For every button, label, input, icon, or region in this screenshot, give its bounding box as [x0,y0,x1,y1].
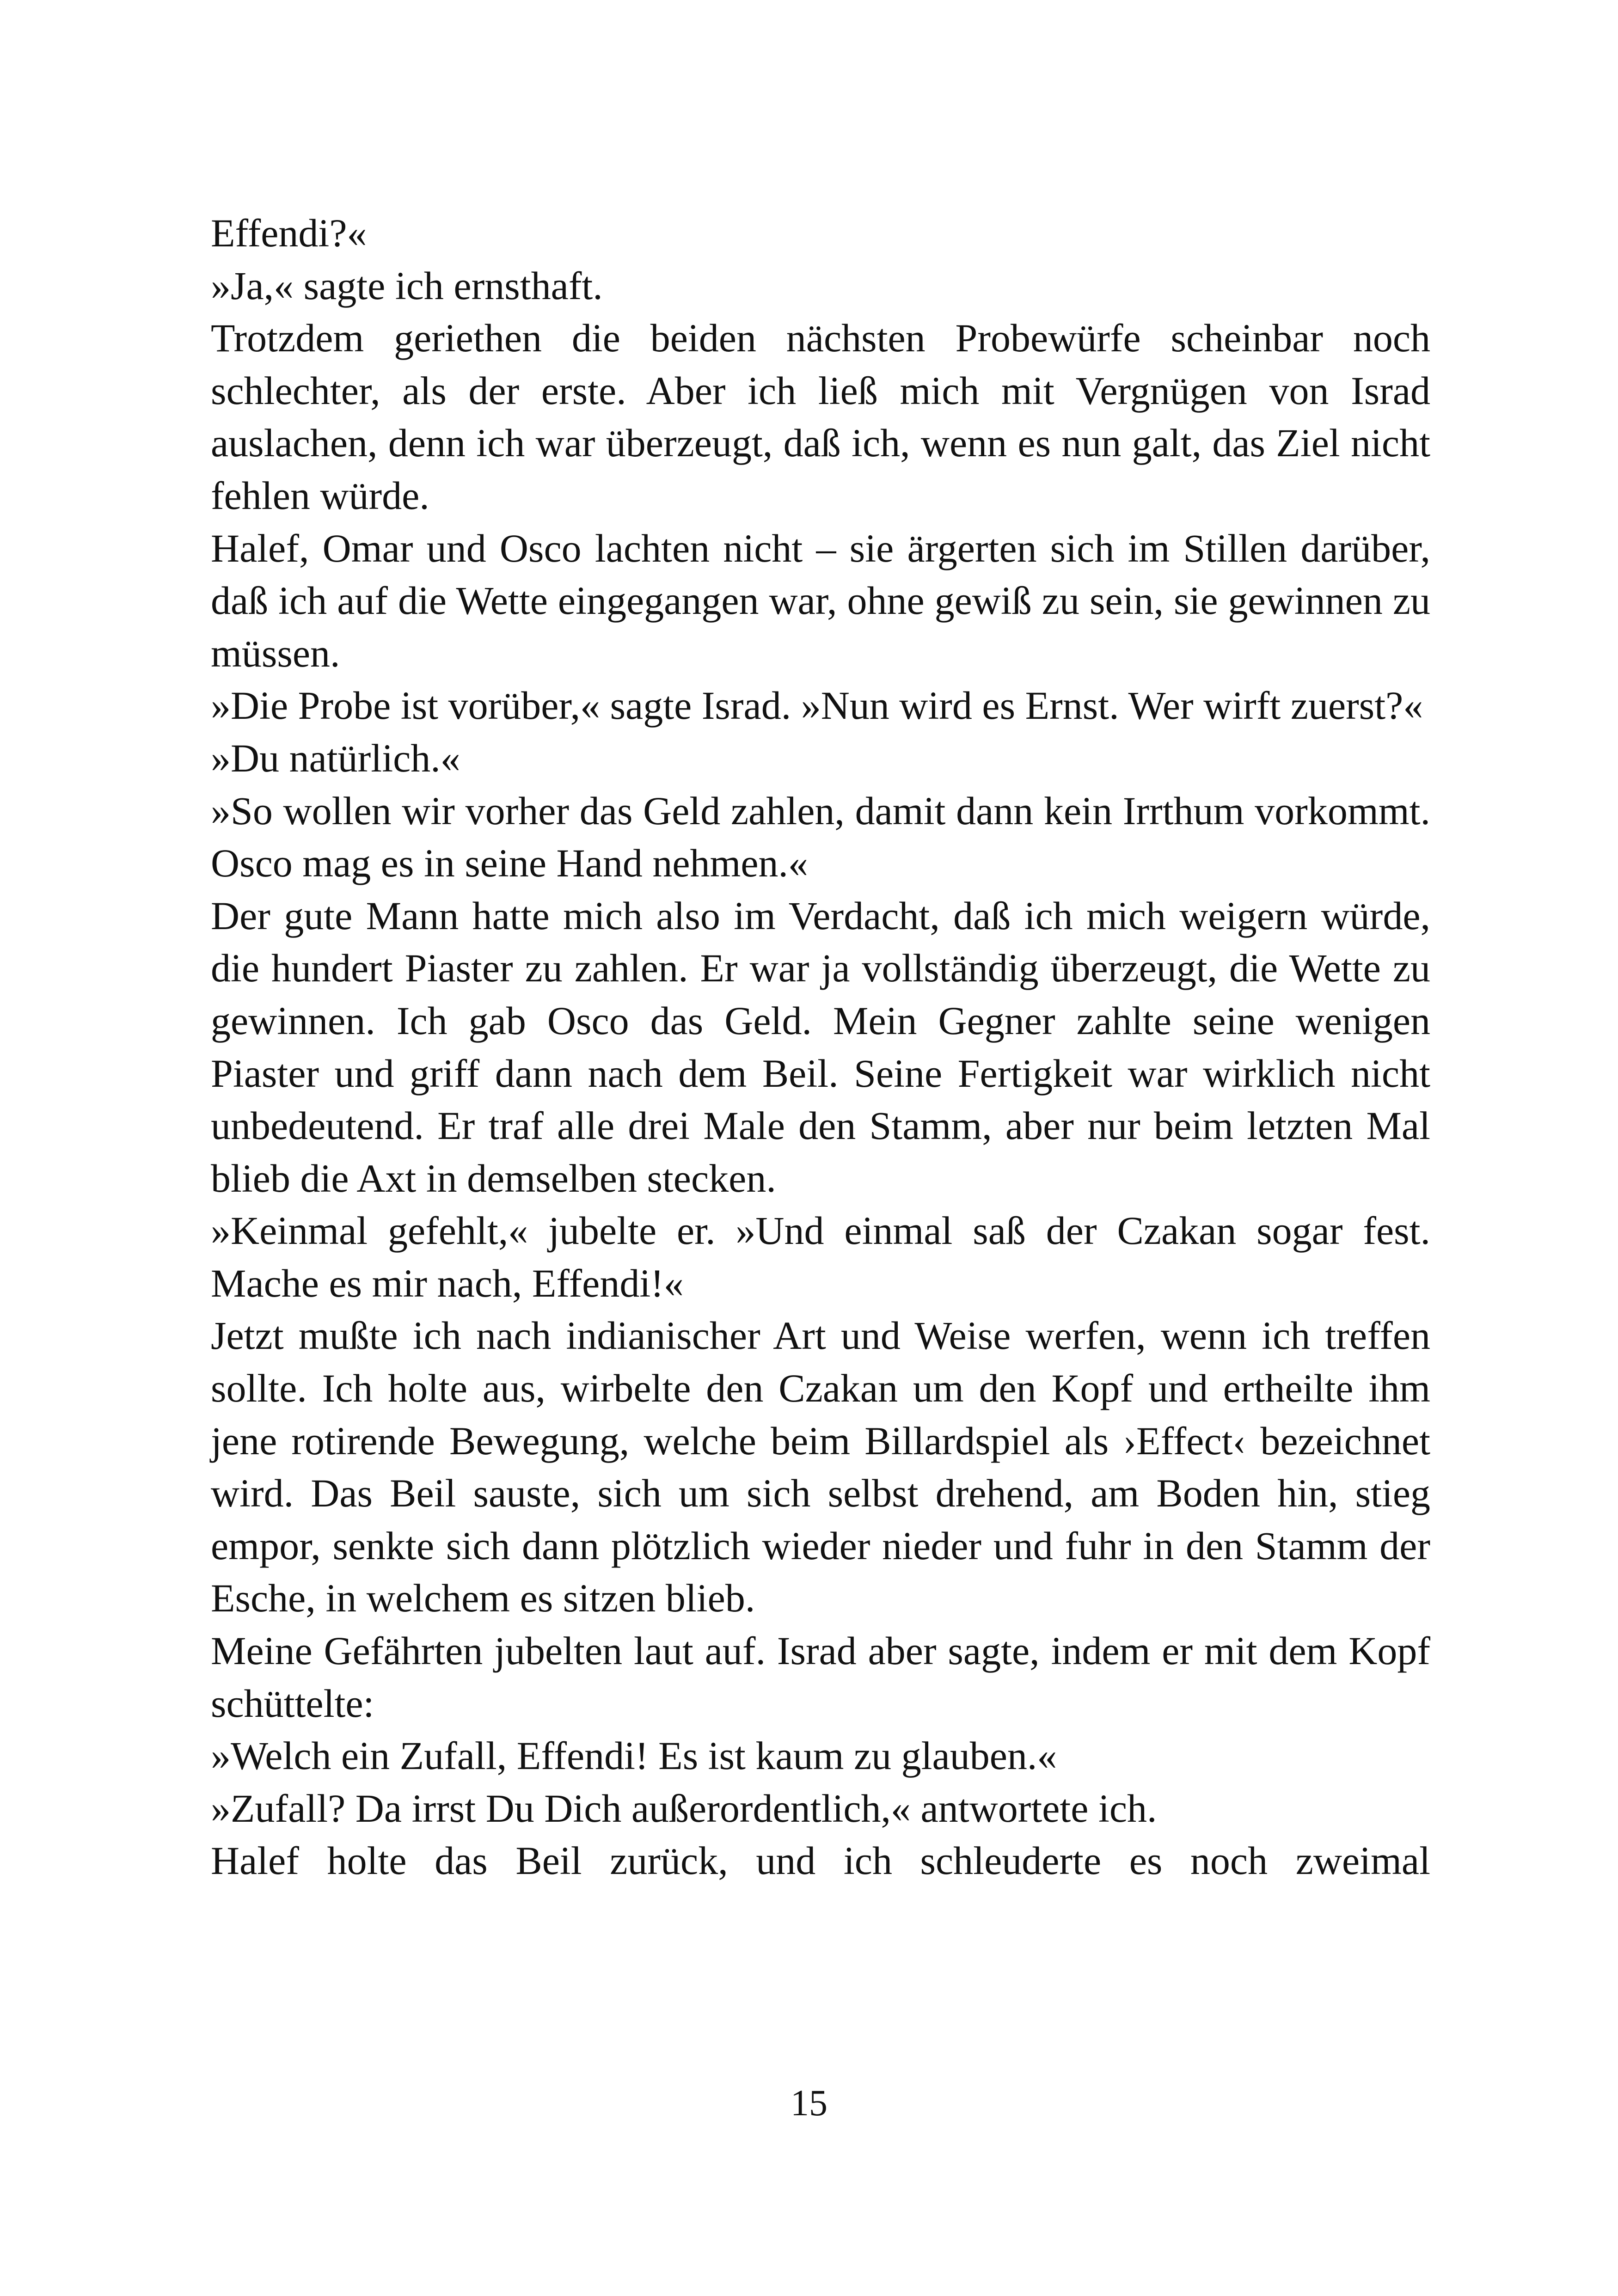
paragraph: Jetzt mußte ich nach indianischer Art und Weise werfen, wenn ich treffen sollte. Ich holte aus, wirbelte den Czakan um den Kopf und ertheilte ihm jene rotirende Bewegung, welche beim Billardspiel als ›Effect‹ bezeichnet wird. Das Beil sauste, sich um sich selbst drehend, am Boden hin, stieg empor, senkte sich dann plötzlich wieder nieder und fuhr in den Stamm der Esche, in welchem es sitzen blieb. [211,1313,1430,1621]
paragraph: Trotzdem geriethen die beiden nächsten Probewürfe scheinbar noch schlechter, als der erste. Aber ich ließ mich mit Vergnügen von Israd auslachen, denn ich war überzeugt, daß ich, wenn es nun galt, das Ziel nicht fehlen würde. [211,316,1430,518]
body-text [211,207,1430,1887]
page-number: 15 [791,2083,827,2124]
paragraph: Effendi?« [211,211,367,255]
paragraph: Der gute Mann hatte mich also im Verdacht, daß ich mich weigern würde, die hundert Piaster zu zahlen. Er war ja vollständig überzeugt, die Wette zu gewinnen. Ich gab Osco das Geld. Mein Gegner zahlte seine wenigen Piaster und griff dann nach dem Beil. Seine Fertigkeit war wirklich nicht unbedeutend. Er traf alle drei Male den Stamm, aber nur beim letzten Mal blieb die Axt in demselben stecken. [211,893,1430,1200]
paragraph: »Welch ein Zufall, Effendi! Es ist kaum zu glauben.« [211,1733,1057,1778]
paragraph: »Keinmal gefehlt,« jubelte er. »Und einmal saß der Czakan sogar fest. Mache es mir nach, Effendi!« [211,1208,1430,1305]
paragraph: »Die Probe ist vorüber,« sagte Israd. »Nun wird es Ernst. Wer wirft zuerst?« [211,683,1423,728]
paragraph: »Du natürlich.« [211,735,460,780]
paragraph: Halef holte das Beil zurück, und ich schleuderte es noch zweimal [211,1838,1430,1883]
paragraph: Meine Gefährten jubelten laut auf. Israd aber sagte, indem er mit dem Kopf schüttelte: [211,1629,1430,1726]
paragraph: »So wollen wir vorher das Geld zahlen, damit dann kein Irrthum vorkommt. Osco mag es in seine Hand nehmen.« [211,788,1430,886]
paragraph: »Ja,« sagte ich ernsthaft. [211,263,603,308]
paragraph: »Zufall? Da irrst Du Dich außerordentlich,« antwortete ich. [211,1786,1157,1831]
paragraph: Halef, Omar und Osco lachten nicht – sie ärgerten sich im Stillen darüber, daß ich auf die Wette eingegangen war, ohne gewiß zu sein, sie gewinnen zu müssen. [211,526,1430,675]
